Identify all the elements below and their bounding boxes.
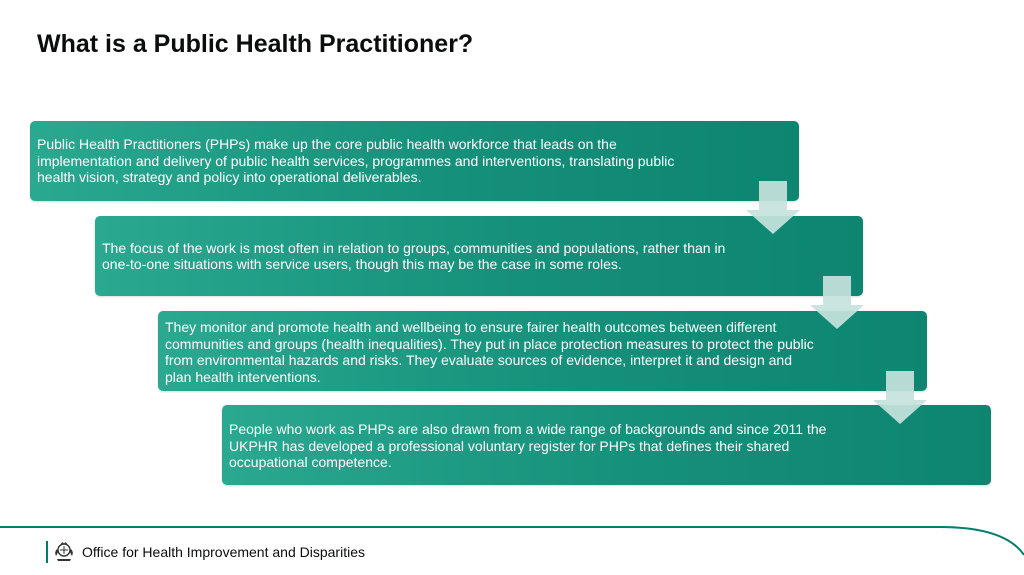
step-text-3: They monitor and promote health and wellbeing to ensure fairer health outcomes between different communities and groups (health inequalities). They put in place protection measures to protect the public from environmental hazards and risks. They evaluate sources of evidence, interpret it and design and plan health interventions.	[165, 319, 814, 385]
step-text-2: The focus of the work is most often in relation to groups, communities and populations, rather than in one-to-one situations with service users, though this may be the case in some roles.	[102, 239, 726, 272]
down-arrow-icon	[873, 371, 927, 424]
step-text-4: People who work as PHPs are also drawn from a wide range of backgrounds and since 2011 the UKPHR has developed a professional voluntary register for PHPs that defines their shared occupational competence.	[229, 421, 827, 470]
step-text-1: Public Health Practitioners (PHPs) make up the core public health workforce that leads on the implementation and delivery of public health services, programmes and interventions, translating public health vision, strategy and policy into operational deliverables.	[37, 136, 675, 186]
slide-title: What is a Public Health Practitioner?	[37, 30, 474, 58]
organisation-name: Office for Health Improvement and Disparities	[82, 544, 365, 560]
down-arrow-icon	[746, 181, 800, 234]
royal-crest-icon	[52, 540, 76, 564]
footer-accent-bar	[46, 541, 48, 563]
down-arrow-icon	[810, 276, 864, 329]
step-box-1	[30, 121, 799, 201]
